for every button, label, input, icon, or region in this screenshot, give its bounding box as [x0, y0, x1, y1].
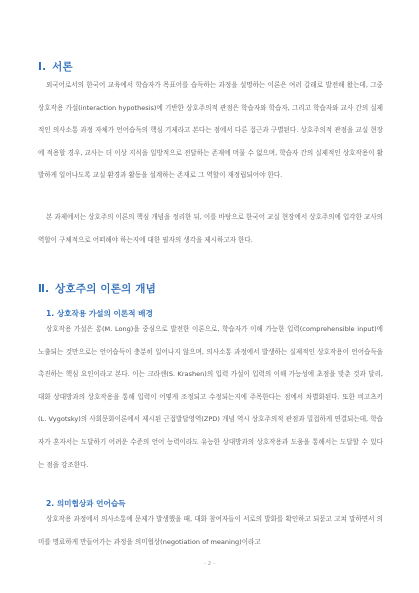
subsection-2-number: 2. — [46, 499, 55, 508]
section-1-paragraph-1: 외국어로서의 한국어 교육에서 학습자가 목표어를 습득하는 과정을 설명하는 이론은 여러 갈래로 발전해 왔는데, 그중 상호작용 가설(interaction hypothesis)에 기반한 상호주의적 관점은 학습자와 학습자, 그리고 학습자와 교사 간의 실제적인 의사소통 과정 자체가 언어습득의 핵심 기제라고 본다는 점에서 다른 접근과 구별된다. 상호주의적 관점을 교실 현장에 적용할 경우, 교사는 더 이상 지식을 일방적으로 전달하는 존재에 머물 수 없으며, 학습자 간의 실제적인 상호작용이 활발하게 일어나도록 교실 환경과 활동을 설계하는 존재로 그 역할이 재정립되어야 한다. — [38, 81, 383, 180]
subsection-2-title: 의미협상과 언어습득 — [56, 499, 126, 508]
section-2-heading — [38, 282, 383, 296]
section-1-paragraph-2: 본 과제에서는 상호주의 이론의 핵심 개념을 정리한 뒤, 이를 바탕으로 한국어 교실 현장에서 상호주의에 입각한 교사의 역할이 구체적으로 어떠해야 하는지에 대한 필자의 생각을 제시하고자 한다. — [38, 213, 383, 244]
subsection-2-paragraph: 상호작용 과정에서 의사소통에 문제가 발생했을 때, 대화 참여자들이 서로의 발화를 확인하고 되묻고 고쳐 말하면서 의미를 명료하게 만들어가는 과정을 의미협상(negotiation of meaning)이라고 — [38, 515, 383, 546]
page-number: - 2 - — [204, 561, 215, 567]
section-1-number: Ⅰ. — [38, 61, 47, 73]
section-2-number: Ⅱ. — [38, 283, 50, 295]
section-1-title: 서론 — [52, 61, 73, 73]
section-2-title: 상호주의 이론의 개념 — [55, 283, 156, 295]
section-1-heading — [38, 60, 383, 74]
subsection-1-paragraph: 상호작용 가설은 롱(M. Long)을 중심으로 발전한 이론으로, 학습자가 이해 가능한 입력(comprehensible input)에 노출되는 것만으로는 언어습득이 충분히 일어나지 않으며, 의사소통 과정에서 발생하는 실제적인 상호작용이 언어습득을 촉진하는 핵심 요인이라고 본다. 이는 크라센(S. Krashen)의 입력 가설이 입력의 이해 가능성에 초점을 맞춘 것과 달리, 대화 상대방과의 상호작용을 통해 입력이 어떻게 조정되고 수정되는지에 주목한다는 점에서 차별화된다. 또한 비고츠키(L. Vygotsky)의 사회문화이론에서 제시된 근접발달영역(ZPD) 개념 역시 상호주의적 관점과 밀접하게 연결되는데, 학습자가 혼자서는 도달하기 어려운 수준의 언어 능력이라도 유능한 상대방과의 상호작용과 도움을 통해서는 도달할 수 있다는 점을 강조한다. — [38, 325, 383, 469]
subsection-1-number: 1. — [46, 309, 55, 318]
subsection-1-title: 상호작용 가설의 이론적 배경 — [56, 309, 153, 318]
